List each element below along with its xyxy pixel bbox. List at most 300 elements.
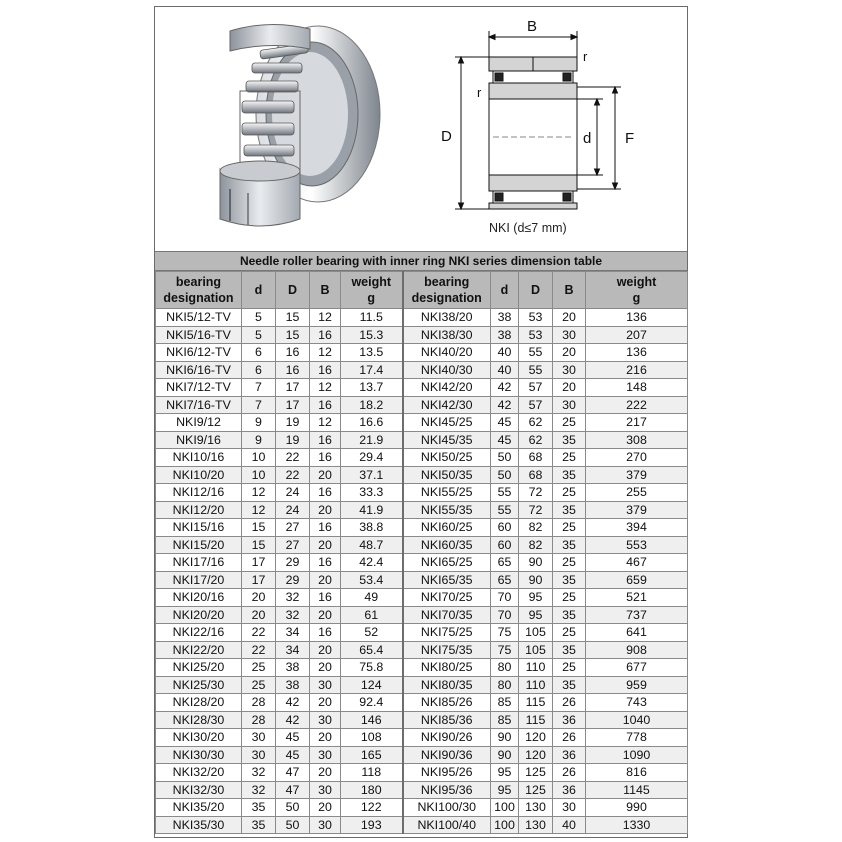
table-row: [156, 711, 688, 729]
cell-designation: NKI28/30: [156, 711, 242, 729]
cell-designation-right: NKI60/25: [403, 519, 491, 537]
cell-D: 16: [276, 344, 310, 362]
cell-B-right: 35: [553, 501, 586, 519]
cell-weight-right: 743: [586, 694, 688, 712]
header-B: B: [310, 272, 341, 309]
cell-weight-right: 1040: [586, 711, 688, 729]
cell-weight-right: 136: [586, 309, 688, 327]
cell-B: 30: [310, 816, 341, 834]
cell-d: 12: [242, 501, 276, 519]
dimension-table: [155, 271, 688, 834]
table-row: [156, 641, 688, 659]
cell-weight-right: 216: [586, 361, 688, 379]
cell-weight-right: 207: [586, 326, 688, 344]
cell-d-right: 40: [491, 361, 519, 379]
table-body: [156, 309, 688, 834]
cell-B-right: 20: [553, 344, 586, 362]
cell-D: 42: [276, 711, 310, 729]
cell-B: 20: [310, 729, 341, 747]
cell-D: 24: [276, 501, 310, 519]
cell-designation-right: NKI95/26: [403, 764, 491, 782]
cell-d-right: 100: [491, 816, 519, 834]
cell-weight: 41.9: [341, 501, 403, 519]
table-row: [156, 624, 688, 642]
cell-D-right: 62: [519, 414, 553, 432]
cell-B-right: 35: [553, 466, 586, 484]
cell-B: 20: [310, 571, 341, 589]
cell-weight: 13.5: [341, 344, 403, 362]
cell-designation-right: NKI60/35: [403, 536, 491, 554]
cell-d: 32: [242, 781, 276, 799]
cell-designation: NKI9/16: [156, 431, 242, 449]
cell-D: 29: [276, 554, 310, 572]
cell-B-right: 20: [553, 379, 586, 397]
header-d: d: [242, 272, 276, 309]
table-row: [156, 764, 688, 782]
cell-d: 15: [242, 519, 276, 537]
cell-weight-right: 659: [586, 571, 688, 589]
table-row: [156, 676, 688, 694]
cell-designation: NKI9/12: [156, 414, 242, 432]
cell-D-right: 53: [519, 309, 553, 327]
cell-B-right: 36: [553, 711, 586, 729]
cell-designation: NKI28/20: [156, 694, 242, 712]
cell-designation: NKI7/12-TV: [156, 379, 242, 397]
table-row: [156, 554, 688, 572]
cell-designation-right: NKI100/30: [403, 799, 491, 817]
header-weight: weight g: [341, 272, 403, 309]
cell-weight: 118: [341, 764, 403, 782]
cell-D: 22: [276, 449, 310, 467]
cell-D-right: 57: [519, 396, 553, 414]
drawing-caption: NKI (d≤7 mm): [489, 221, 567, 235]
table-row: [156, 466, 688, 484]
cell-B-right: 40: [553, 816, 586, 834]
cell-designation: NKI22/20: [156, 641, 242, 659]
cell-d-right: 45: [491, 414, 519, 432]
cell-designation: NKI17/16: [156, 554, 242, 572]
cell-weight-right: 816: [586, 764, 688, 782]
cell-B-right: 25: [553, 624, 586, 642]
cell-D: 22: [276, 466, 310, 484]
cell-designation-right: NKI65/25: [403, 554, 491, 572]
cell-D-right: 53: [519, 326, 553, 344]
cell-d: 20: [242, 606, 276, 624]
cell-D-right: 115: [519, 694, 553, 712]
cell-weight: 49: [341, 589, 403, 607]
cell-designation-right: NKI90/26: [403, 729, 491, 747]
cell-D: 38: [276, 659, 310, 677]
cell-D: 34: [276, 641, 310, 659]
cell-designation-right: NKI70/35: [403, 606, 491, 624]
table-row: [156, 361, 688, 379]
cell-D-right: 68: [519, 466, 553, 484]
cell-B-right: 20: [553, 309, 586, 327]
cell-weight-right: 394: [586, 519, 688, 537]
cell-weight-right: 148: [586, 379, 688, 397]
cell-d: 30: [242, 746, 276, 764]
cell-d: 7: [242, 379, 276, 397]
cell-D-right: 120: [519, 729, 553, 747]
cell-weight-right: 1145: [586, 781, 688, 799]
cell-weight: 21.9: [341, 431, 403, 449]
table-row: [156, 816, 688, 834]
cell-D: 32: [276, 589, 310, 607]
cell-designation-right: NKI90/36: [403, 746, 491, 764]
cell-B-right: 35: [553, 606, 586, 624]
cell-designation: NKI32/30: [156, 781, 242, 799]
cell-B: 12: [310, 379, 341, 397]
cell-weight-right: 467: [586, 554, 688, 572]
cell-weight-right: 959: [586, 676, 688, 694]
cell-d: 35: [242, 799, 276, 817]
cell-designation: NKI6/12-TV: [156, 344, 242, 362]
cell-D-right: 125: [519, 781, 553, 799]
cell-D-right: 55: [519, 361, 553, 379]
cell-B-right: 35: [553, 536, 586, 554]
header-B-right: B: [553, 272, 586, 309]
cell-D-right: 130: [519, 799, 553, 817]
cell-B: 30: [310, 781, 341, 799]
table-row: [156, 746, 688, 764]
cell-designation: NKI32/20: [156, 764, 242, 782]
table-row: [156, 781, 688, 799]
bearing-illustration: [200, 19, 390, 239]
header-designation-right: bearing designation: [403, 272, 491, 309]
cell-designation-right: NKI45/25: [403, 414, 491, 432]
cell-D: 45: [276, 746, 310, 764]
cell-d-right: 42: [491, 396, 519, 414]
cell-d: 17: [242, 554, 276, 572]
cell-d-right: 95: [491, 764, 519, 782]
cell-designation-right: NKI45/35: [403, 431, 491, 449]
label-D: D: [441, 128, 452, 145]
cell-weight-right: 222: [586, 396, 688, 414]
cell-weight: 146: [341, 711, 403, 729]
cell-B-right: 25: [553, 554, 586, 572]
table-row: [156, 799, 688, 817]
cell-B: 16: [310, 624, 341, 642]
cell-B-right: 25: [553, 519, 586, 537]
cell-d: 6: [242, 361, 276, 379]
figure-area: [155, 7, 687, 251]
cell-B: 20: [310, 659, 341, 677]
cell-weight-right: 677: [586, 659, 688, 677]
cell-designation: NKI35/20: [156, 799, 242, 817]
cell-weight: 61: [341, 606, 403, 624]
cell-D: 17: [276, 379, 310, 397]
cell-B-right: 35: [553, 571, 586, 589]
cell-B: 16: [310, 589, 341, 607]
cell-designation-right: NKI38/20: [403, 309, 491, 327]
cell-d-right: 85: [491, 694, 519, 712]
cell-D-right: 72: [519, 501, 553, 519]
header-d-right: d: [491, 272, 519, 309]
label-r-top: r: [583, 49, 588, 64]
cell-weight: 92.4: [341, 694, 403, 712]
table-row: [156, 344, 688, 362]
cell-d: 25: [242, 659, 276, 677]
cell-d: 12: [242, 484, 276, 502]
cell-d: 17: [242, 571, 276, 589]
cell-designation-right: NKI100/40: [403, 816, 491, 834]
cell-B: 20: [310, 606, 341, 624]
cell-designation: NKI10/16: [156, 449, 242, 467]
cell-designation-right: NKI42/30: [403, 396, 491, 414]
cell-D-right: 105: [519, 624, 553, 642]
cell-weight-right: 908: [586, 641, 688, 659]
cell-B-right: 25: [553, 484, 586, 502]
cell-designation: NKI12/16: [156, 484, 242, 502]
cell-d-right: 55: [491, 501, 519, 519]
cell-d-right: 70: [491, 606, 519, 624]
cell-weight: 15.3: [341, 326, 403, 344]
cell-weight-right: 217: [586, 414, 688, 432]
cell-B: 16: [310, 361, 341, 379]
cell-weight: 42.4: [341, 554, 403, 572]
cell-d: 5: [242, 309, 276, 327]
cell-d-right: 60: [491, 519, 519, 537]
cell-designation: NKI10/20: [156, 466, 242, 484]
cell-d-right: 65: [491, 571, 519, 589]
table-row: [156, 606, 688, 624]
cell-designation-right: NKI80/25: [403, 659, 491, 677]
cell-d: 9: [242, 431, 276, 449]
cell-d: 28: [242, 711, 276, 729]
cell-d: 25: [242, 676, 276, 694]
cell-B: 16: [310, 431, 341, 449]
cross-section-drawing: [437, 13, 687, 223]
cell-weight: 33.3: [341, 484, 403, 502]
cell-designation-right: NKI50/25: [403, 449, 491, 467]
cell-d: 7: [242, 396, 276, 414]
table-row: [156, 659, 688, 677]
cell-B: 16: [310, 326, 341, 344]
cell-designation: NKI12/20: [156, 501, 242, 519]
cell-B-right: 30: [553, 361, 586, 379]
cell-weight: 52: [341, 624, 403, 642]
cell-weight: 124: [341, 676, 403, 694]
cell-d-right: 65: [491, 554, 519, 572]
cell-D: 27: [276, 536, 310, 554]
cell-weight: 75.8: [341, 659, 403, 677]
cell-B-right: 35: [553, 431, 586, 449]
table-row: [156, 309, 688, 327]
cell-weight: 193: [341, 816, 403, 834]
cell-D: 32: [276, 606, 310, 624]
cell-d: 22: [242, 641, 276, 659]
cell-D-right: 115: [519, 711, 553, 729]
cell-D: 15: [276, 326, 310, 344]
cell-d: 9: [242, 414, 276, 432]
cell-weight-right: 255: [586, 484, 688, 502]
cell-weight-right: 308: [586, 431, 688, 449]
cell-designation-right: NKI80/35: [403, 676, 491, 694]
table-row: [156, 519, 688, 537]
cell-D: 38: [276, 676, 310, 694]
cell-D-right: 68: [519, 449, 553, 467]
cell-d: 28: [242, 694, 276, 712]
cell-d-right: 38: [491, 309, 519, 327]
cell-designation-right: NKI55/35: [403, 501, 491, 519]
table-row: [156, 449, 688, 467]
cell-B-right: 36: [553, 781, 586, 799]
cell-d: 30: [242, 729, 276, 747]
cell-B-right: 25: [553, 589, 586, 607]
cell-d-right: 40: [491, 344, 519, 362]
cell-d: 10: [242, 466, 276, 484]
cell-designation-right: NKI50/35: [403, 466, 491, 484]
cell-weight: 38.8: [341, 519, 403, 537]
table-header-row: [156, 272, 688, 309]
cell-B: 16: [310, 554, 341, 572]
cell-weight-right: 737: [586, 606, 688, 624]
cell-D-right: 90: [519, 554, 553, 572]
table-row: [156, 414, 688, 432]
cell-B: 12: [310, 414, 341, 432]
cell-B: 16: [310, 396, 341, 414]
cell-d-right: 38: [491, 326, 519, 344]
cell-weight-right: 778: [586, 729, 688, 747]
cell-weight: 37.1: [341, 466, 403, 484]
cell-d: 22: [242, 624, 276, 642]
cell-designation: NKI5/16-TV: [156, 326, 242, 344]
cell-designation-right: NKI85/36: [403, 711, 491, 729]
cell-weight-right: 1090: [586, 746, 688, 764]
cell-B-right: 26: [553, 694, 586, 712]
cell-designation-right: NKI55/25: [403, 484, 491, 502]
cell-B: 12: [310, 344, 341, 362]
label-r-left: r: [477, 85, 482, 100]
cell-weight: 53.4: [341, 571, 403, 589]
cell-designation-right: NKI95/36: [403, 781, 491, 799]
cell-B: 16: [310, 519, 341, 537]
cell-B: 20: [310, 501, 341, 519]
cell-D: 34: [276, 624, 310, 642]
cell-D: 19: [276, 431, 310, 449]
cell-D-right: 125: [519, 764, 553, 782]
table-row: [156, 379, 688, 397]
label-B: B: [527, 18, 538, 35]
header-D: D: [276, 272, 310, 309]
cell-B: 20: [310, 799, 341, 817]
cell-B: 20: [310, 694, 341, 712]
cell-designation: NKI25/30: [156, 676, 242, 694]
label-F: F: [625, 130, 635, 147]
cell-D-right: 110: [519, 659, 553, 677]
cell-D-right: 95: [519, 589, 553, 607]
cell-D: 17: [276, 396, 310, 414]
cell-B-right: 35: [553, 641, 586, 659]
cell-designation: NKI15/16: [156, 519, 242, 537]
cell-d-right: 55: [491, 484, 519, 502]
cell-D: 24: [276, 484, 310, 502]
cell-B: 20: [310, 466, 341, 484]
cell-d-right: 100: [491, 799, 519, 817]
cell-d-right: 75: [491, 624, 519, 642]
cell-d: 10: [242, 449, 276, 467]
label-d: d: [583, 130, 592, 147]
cell-weight: 122: [341, 799, 403, 817]
cell-weight: 11.5: [341, 309, 403, 327]
cell-B-right: 30: [553, 799, 586, 817]
cell-d: 6: [242, 344, 276, 362]
cell-D-right: 72: [519, 484, 553, 502]
cell-D-right: 105: [519, 641, 553, 659]
cell-B-right: 26: [553, 764, 586, 782]
cell-B-right: 36: [553, 746, 586, 764]
cell-weight-right: 521: [586, 589, 688, 607]
header-weight-right: weight g: [586, 272, 688, 309]
cell-B-right: 26: [553, 729, 586, 747]
cell-d-right: 90: [491, 746, 519, 764]
cell-D-right: 62: [519, 431, 553, 449]
cell-d-right: 60: [491, 536, 519, 554]
cell-B: 16: [310, 484, 341, 502]
cell-B: 20: [310, 764, 341, 782]
cell-weight: 65.4: [341, 641, 403, 659]
cell-D: 29: [276, 571, 310, 589]
cell-D: 27: [276, 519, 310, 537]
cell-B: 30: [310, 676, 341, 694]
cell-designation-right: NKI65/35: [403, 571, 491, 589]
table-row: [156, 431, 688, 449]
cell-D-right: 57: [519, 379, 553, 397]
cell-D: 47: [276, 781, 310, 799]
cell-D-right: 82: [519, 536, 553, 554]
cell-d-right: 80: [491, 659, 519, 677]
cell-designation: NKI30/20: [156, 729, 242, 747]
cell-d-right: 70: [491, 589, 519, 607]
table-row: [156, 729, 688, 747]
cell-d: 15: [242, 536, 276, 554]
cell-B: 12: [310, 309, 341, 327]
cell-d-right: 85: [491, 711, 519, 729]
header-D-right: D: [519, 272, 553, 309]
cell-D-right: 82: [519, 519, 553, 537]
cell-weight-right: 1330: [586, 816, 688, 834]
cell-weight: 29.4: [341, 449, 403, 467]
cell-weight-right: 641: [586, 624, 688, 642]
cell-designation-right: NKI85/26: [403, 694, 491, 712]
cell-B-right: 25: [553, 414, 586, 432]
cell-d-right: 80: [491, 676, 519, 694]
cell-D: 16: [276, 361, 310, 379]
cell-designation: NKI6/16-TV: [156, 361, 242, 379]
table-row: [156, 501, 688, 519]
cell-d: 20: [242, 589, 276, 607]
cell-D: 47: [276, 764, 310, 782]
cell-weight: 165: [341, 746, 403, 764]
cell-d-right: 90: [491, 729, 519, 747]
cell-designation: NKI25/20: [156, 659, 242, 677]
cell-designation: NKI30/30: [156, 746, 242, 764]
cell-D: 42: [276, 694, 310, 712]
header-designation: bearing designation: [156, 272, 242, 309]
cell-d-right: 75: [491, 641, 519, 659]
cell-weight-right: 136: [586, 344, 688, 362]
table-row: [156, 326, 688, 344]
cell-B-right: 30: [553, 326, 586, 344]
dimension-sheet: [154, 6, 688, 838]
cell-D-right: 120: [519, 746, 553, 764]
cell-D-right: 95: [519, 606, 553, 624]
table-row: [156, 571, 688, 589]
cell-designation: NKI15/20: [156, 536, 242, 554]
cell-B: 16: [310, 449, 341, 467]
cell-d: 5: [242, 326, 276, 344]
cell-designation: NKI20/16: [156, 589, 242, 607]
